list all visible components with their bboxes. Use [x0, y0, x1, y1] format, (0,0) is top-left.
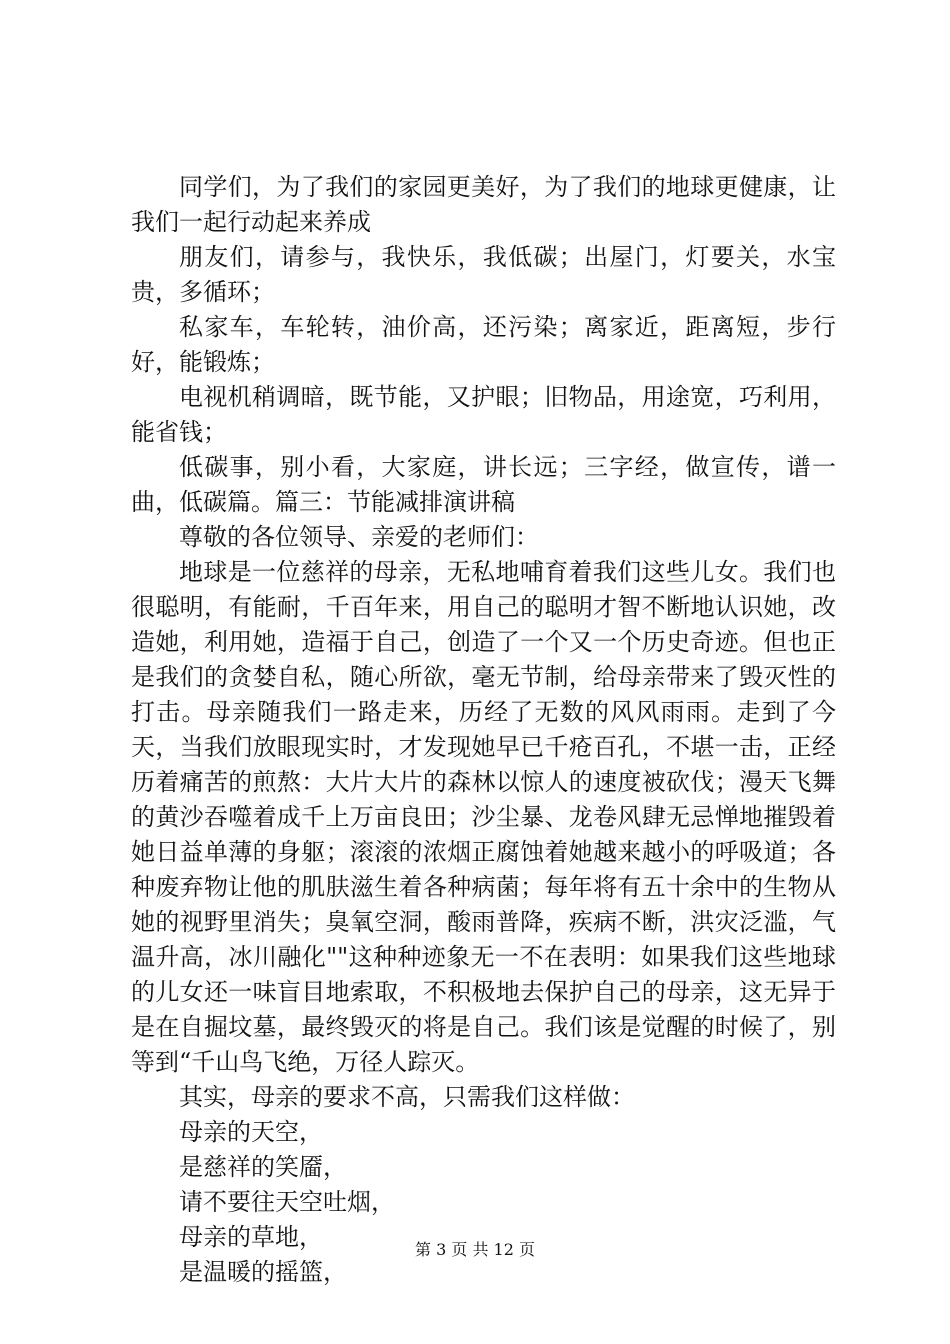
paragraph: 朋友们，请参与，我快乐，我低碳；出屋门，灯要关，水宝贵，多循环；	[131, 243, 836, 306]
verse-line: 母亲的天空，	[179, 1118, 323, 1146]
salutation: 尊敬的各位领导、亲爱的老师们：	[179, 523, 539, 551]
paragraph: 低碳事，别小看，大家庭，讲长远；三字经，做宣传，谱一曲，低碳篇。篇三：节能减排演讲稿	[131, 453, 836, 516]
verse-line: 是温暖的摇篮，	[179, 1258, 347, 1286]
page-number-footer: 第 3 页 共 12 页	[415, 1240, 535, 1259]
paragraph: 同学们，为了我们的家园更美好，为了我们的地球更健康，让我们一起行动起来养成	[131, 173, 836, 236]
verse-line: 母亲的草地，	[179, 1223, 323, 1251]
paragraph: 地球是一位慈祥的母亲，无私地哺育着我们这些儿女。我们也很聪明，有能耐，千百年来，用自己的聪明才智不断地认识她，改造她，利用她，造福于自己，创造了一个又一个历史奇迹。但也正是我们的贪婪自私，随心所欲，毫无节制，给母亲带来了毁灭性的打击。母亲随我们一路走来，历经了无数的风风雨雨。走到了今天，当我们放眼现实时，才发现她早已千疮百孔，不堪一击，正经历着痛苦的煎熬：大片大片的森林以惊人的速度被砍伐；漫天飞舞的黄沙吞噬着成千上万亩良田；沙尘暴、龙卷风肆无忌惮地摧毁着她日益单薄的身躯；滚滚的浓烟正腐蚀着她越来越小的呼吸道；各种废弃物让他的肌肤滋生着各种病菌；每年将有五十余中的生物从她的视野里消失；臭氧空洞，酸雨普降，疾病不断，洪灾泛滥，气温升高，冰川融化""这种种迹象无一不在表明：如果我们这些地球的儿女还一味盲目地索取，不积极地去保护自己的母亲，这无异于是在自掘坟墓，最终毁灭的将是自己。我们该是觉醒的时候了，别等到“千山鸟飞绝，万径人踪灭。	[131, 558, 836, 1076]
paragraph: 电视机稍调暗，既节能，又护眼；旧物品，用途宽，巧利用，能省钱；	[131, 383, 836, 446]
document-body	[131, 170, 836, 1290]
paragraph: 私家车，车轮转，油价高，还污染；离家近，距离短，步行好，能锻炼；	[131, 313, 836, 376]
verse-line: 是慈祥的笑靥，	[179, 1153, 347, 1181]
verse-line: 请不要往天空吐烟，	[179, 1188, 395, 1216]
paragraph: 其实，母亲的要求不高，只需我们这样做：	[179, 1083, 635, 1111]
